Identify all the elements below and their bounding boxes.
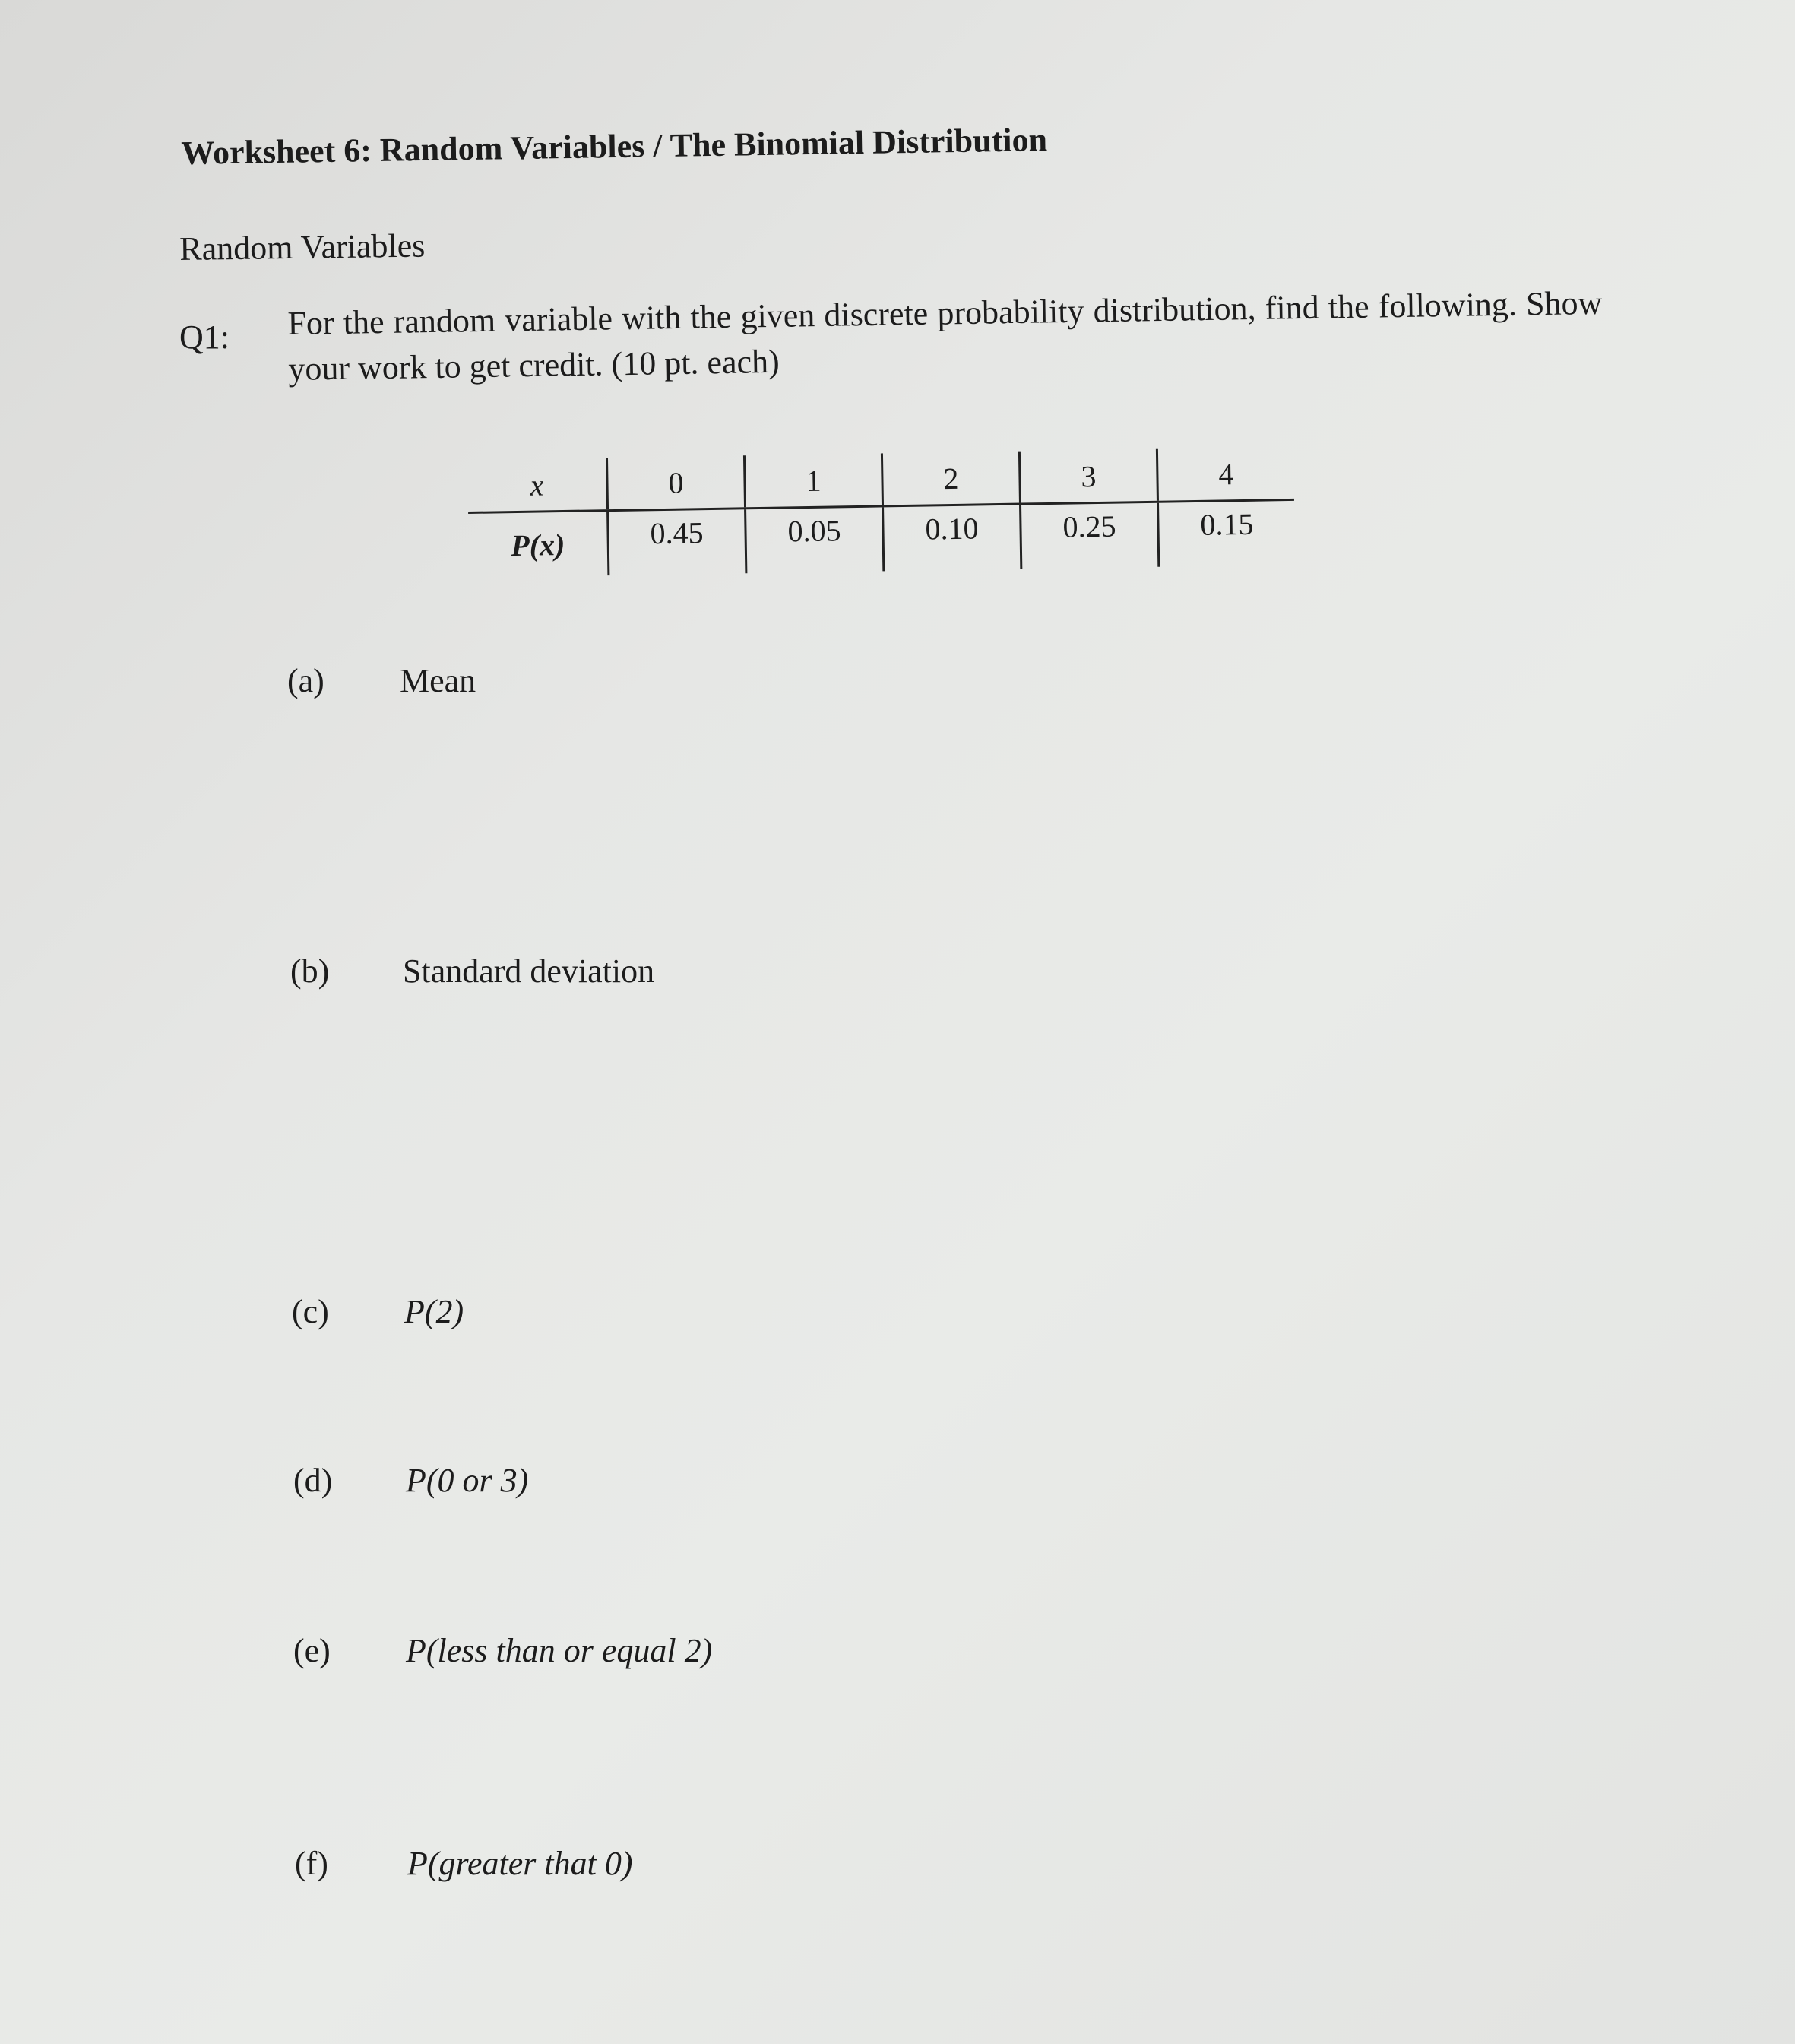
px-value: 0.45 [608, 509, 746, 575]
part-b [290, 952, 654, 990]
px-value: 0.25 [1021, 502, 1159, 569]
part-e [293, 1631, 712, 1670]
x-value: 1 [744, 453, 882, 508]
x-value: 0 [606, 455, 745, 510]
part-f [295, 1844, 633, 1883]
px-value: 0.05 [746, 506, 884, 573]
part-label: (a) [287, 662, 324, 699]
part-label: (c) [292, 1293, 329, 1330]
px-header: P(x) [510, 527, 565, 562]
question-label: Q1: [179, 318, 230, 356]
x-value: 3 [1019, 449, 1157, 504]
part-label: (b) [290, 952, 330, 990]
section-heading: Random Variables [179, 227, 426, 268]
part-text: P(less than or equal 2) [406, 1632, 713, 1669]
x-header: x [467, 458, 608, 512]
part-label: (d) [293, 1462, 333, 1499]
part-c [292, 1292, 464, 1331]
part-label: (f) [295, 1845, 328, 1882]
px-row [468, 499, 1295, 578]
part-a [287, 661, 476, 700]
part-text: Standard deviation [403, 952, 655, 990]
part-text: P(2) [404, 1293, 464, 1330]
px-value: 0.15 [1157, 499, 1295, 566]
question-text: For the random variable with the given discrete probability distribution, find the following. Show your work to get credit. (10 pt. each) [287, 284, 1603, 388]
part-text: P(greater that 0) [407, 1845, 633, 1882]
part-label: (e) [293, 1632, 331, 1669]
x-value: 4 [1157, 447, 1294, 502]
x-value: 2 [882, 452, 1020, 506]
part-d [293, 1461, 528, 1500]
worksheet-title: Worksheet 6: Random Variables / The Binomial Distribution [181, 121, 1048, 172]
px-value: 0.10 [883, 504, 1021, 571]
part-text: Mean [400, 662, 476, 699]
probability-distribution-table [467, 447, 1295, 578]
part-text: P(0 or 3) [406, 1462, 529, 1499]
